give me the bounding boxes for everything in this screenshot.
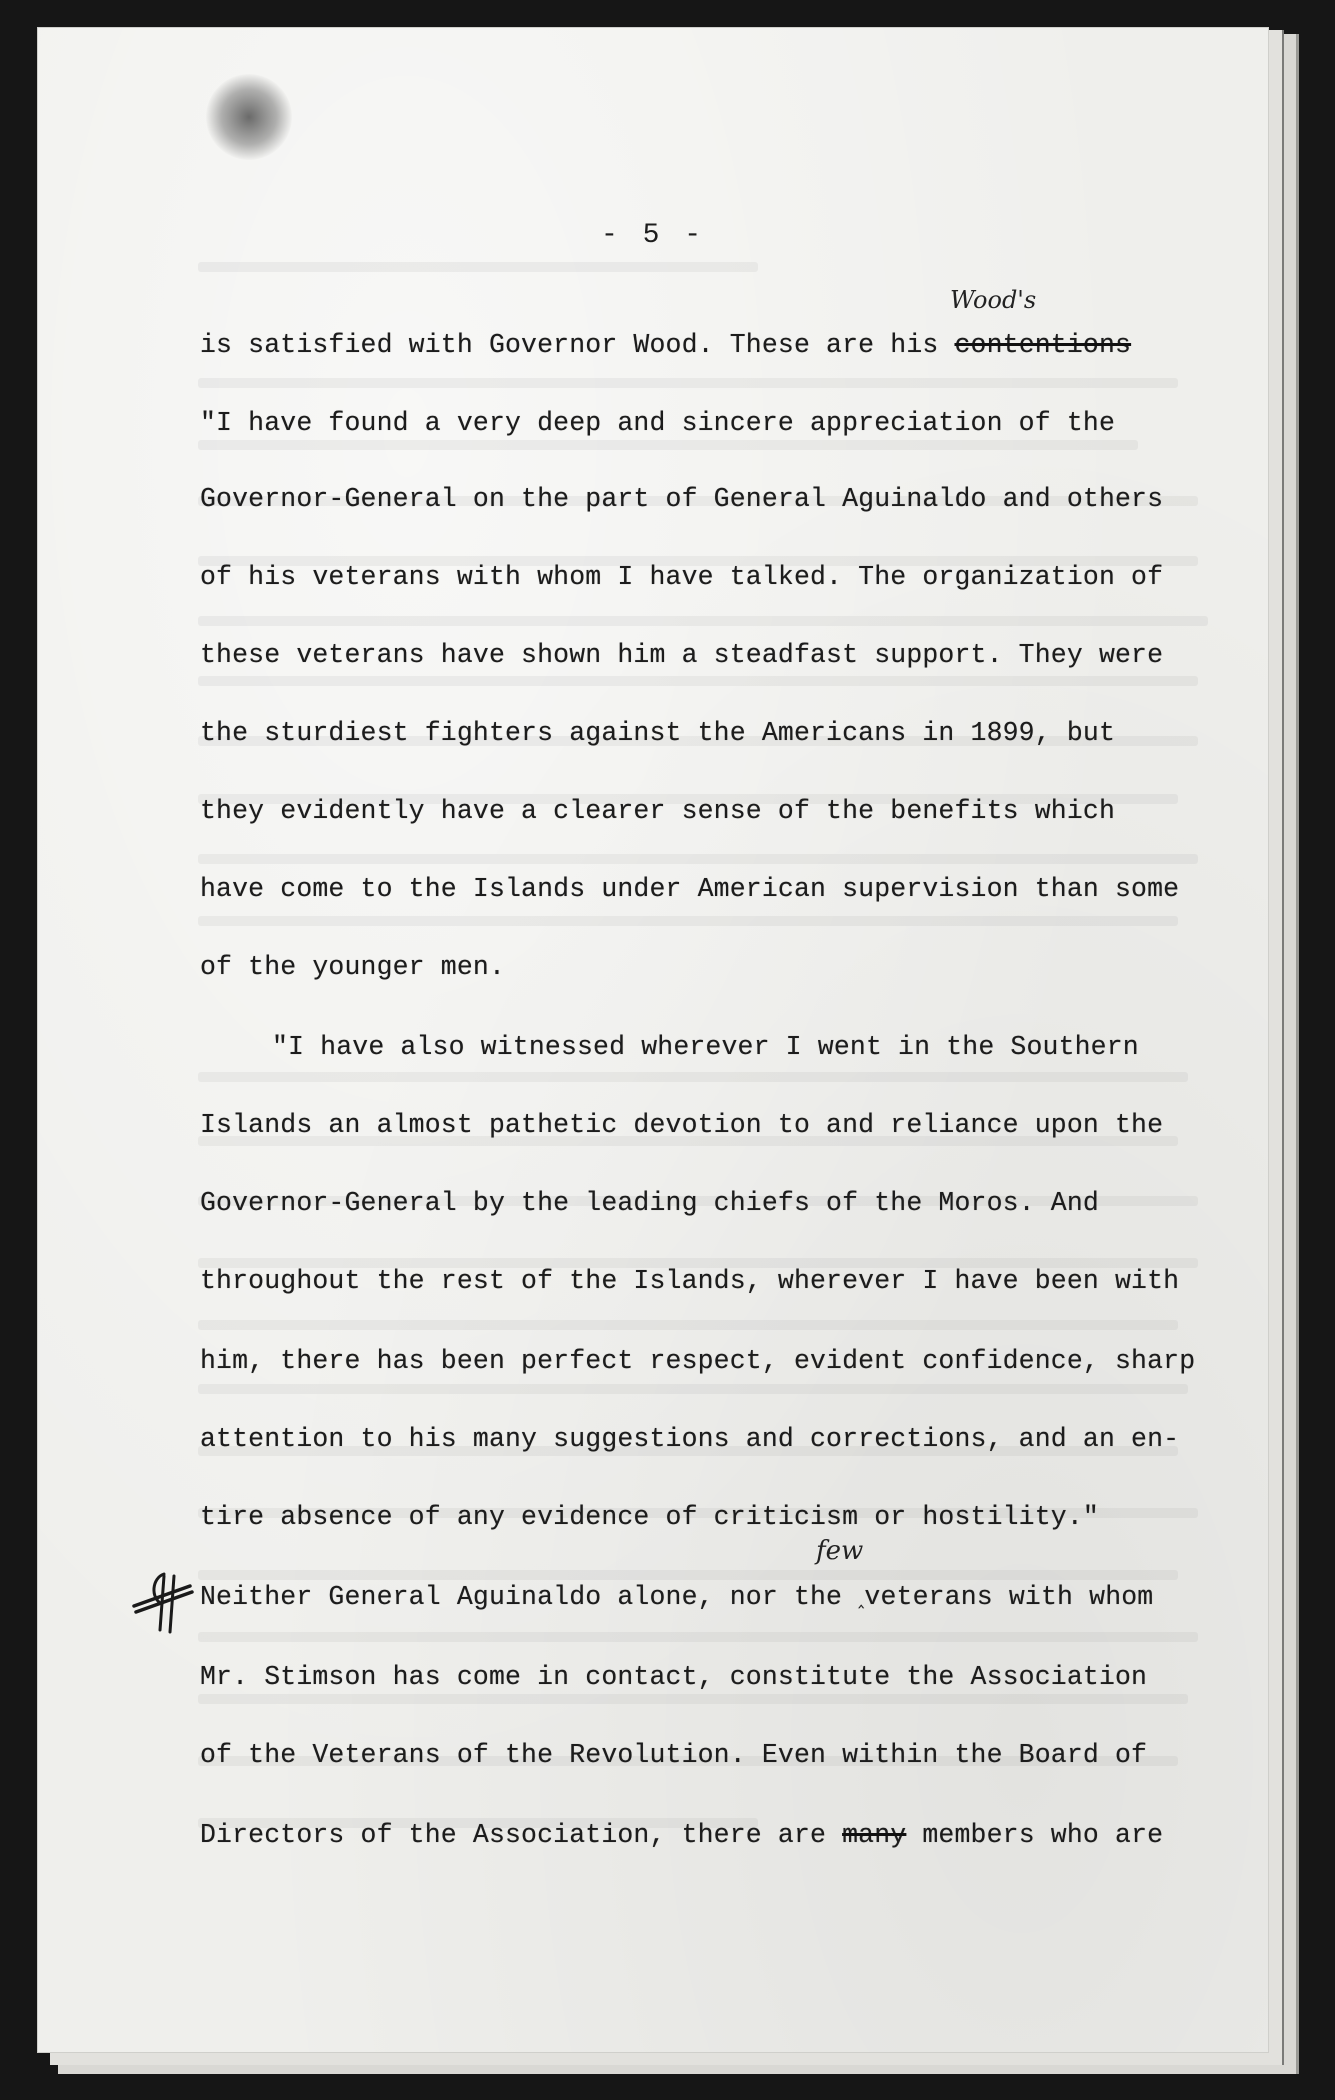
text-line-8: have come to the Islands under American supervision than some bbox=[200, 874, 1180, 904]
text-line-13: throughout the rest of the Islands, wherever I have been with bbox=[200, 1266, 1180, 1296]
text-line-3: Governor-General on the part of General Aguinaldo and others bbox=[200, 484, 1164, 514]
struck-word-contentions: contentions bbox=[954, 330, 1132, 360]
text-line-5: these veterans have shown him a steadfast support. They were bbox=[200, 640, 1164, 670]
text-line-17-end: veterans with whom bbox=[864, 1582, 1154, 1612]
text-line-14: him, there has been perfect respect, evident confidence, sharp bbox=[200, 1346, 1196, 1376]
text-line-11: Islands an almost pathetic devotion to and reliance upon the bbox=[200, 1110, 1164, 1140]
handwritten-insert-few: few bbox=[816, 1536, 864, 1566]
text-line-17 bbox=[200, 1582, 1153, 1612]
text-line-6: the sturdiest fighters against the Americans in 1899, but bbox=[200, 718, 1115, 748]
caret-mark: ‸ bbox=[858, 1590, 865, 1610]
handwritten-insert-woods: Wood's bbox=[950, 286, 1037, 314]
text-line-20 bbox=[200, 1820, 1163, 1850]
text-line-17-start: Neither General Aguinaldo alone, nor the bbox=[200, 1582, 859, 1612]
text-line-10: "I have also witnessed wherever I went in the Southern bbox=[272, 1032, 1139, 1062]
text-line-9: of the younger men. bbox=[200, 952, 505, 982]
text-line-19: of the Veterans of the Revolution. Even within the Board of bbox=[200, 1740, 1148, 1770]
text-line-4: of his veterans with whom I have talked. The organization of bbox=[200, 562, 1164, 592]
typewritten-page bbox=[38, 28, 1268, 2052]
text-line-20-end: members who are bbox=[906, 1820, 1164, 1850]
text-line-20-start: Directors of the Association, there are bbox=[200, 1820, 843, 1850]
text-line-16: tire absence of any evidence of criticism or hostility." bbox=[200, 1502, 1099, 1532]
struck-word-many: many bbox=[842, 1820, 907, 1850]
page-number: - 5 - bbox=[600, 220, 705, 251]
text-line-12: Governor-General by the leading chiefs of the Moros. And bbox=[200, 1188, 1099, 1218]
paragraph-mark-icon bbox=[130, 1568, 200, 1638]
text-line-15: attention to his many suggestions and corrections, and an en- bbox=[200, 1424, 1180, 1454]
text-line-2: "I have found a very deep and sincere appreciation of the bbox=[200, 408, 1115, 438]
text-line-1-main: is satisfied with Governor Wood. These are his bbox=[200, 330, 955, 360]
text-line-1 bbox=[200, 330, 1131, 360]
text-line-18: Mr. Stimson has come in contact, constitute the Association bbox=[200, 1662, 1148, 1692]
ink-smudge bbox=[206, 74, 292, 160]
text-line-7: they evidently have a clearer sense of the benefits which bbox=[200, 796, 1115, 826]
